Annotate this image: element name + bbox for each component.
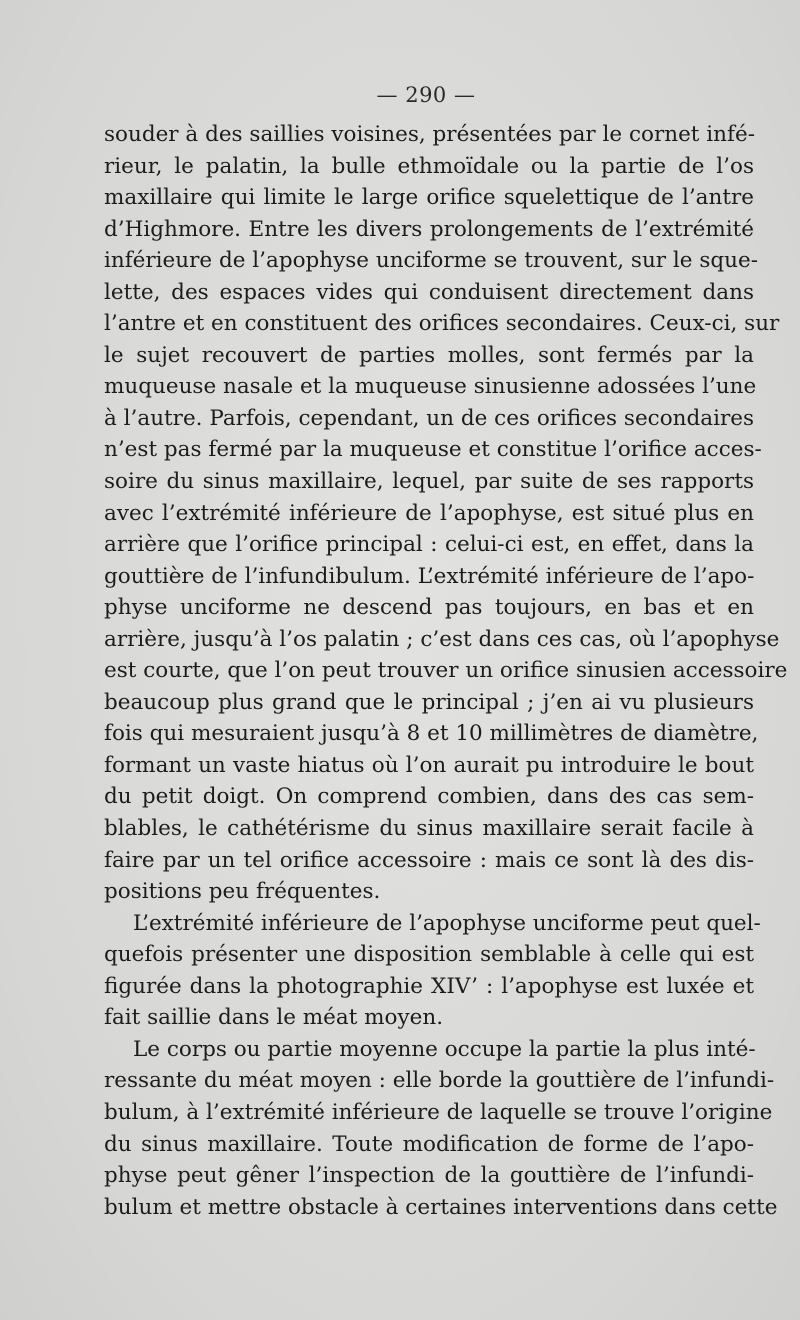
text-line: avec l’extrémité inférieure de l’apophyse, est situé plus en	[104, 500, 754, 526]
text-line: beaucoup plus grand que le principal ; j’en ai vu plusieurs	[104, 689, 754, 715]
text-line: bulum, à l’extrémité inférieure de laquelle se trouve l’origine	[104, 1099, 773, 1125]
paragraph-1	[104, 119, 788, 908]
text-line: n’est pas fermé par la muqueuse et constitue l’orifice acces-	[104, 437, 762, 463]
text-line: bulum et mettre obstacle à certaines interventions dans cette	[104, 1194, 778, 1220]
paragraph-3	[104, 1034, 778, 1223]
text-line: souder à des saillies voisines, présentées par le cornet infé-	[104, 122, 755, 147]
text-line: maxillaire qui limite le large orifice squelettique de l’antre	[104, 185, 754, 211]
text-line: ressante du méat moyen : elle borde la gouttière de l’infundi-	[104, 1068, 775, 1094]
text-line: inférieure de l’apophyse unciforme se trouvent, sur le sque-	[104, 248, 758, 274]
text-line: physe peut gêner l’inspection de la gouttière de l’infundi-	[104, 1163, 754, 1189]
text-line: le sujet recouvert de parties molles, sont fermés par la	[104, 342, 754, 368]
text-line: arrière, jusqu’à l’os palatin ; c’est dans ces cas, où l’apophyse	[104, 626, 780, 652]
text-line: l’antre et en constituent des orifices secondaires. Ceux-ci, sur	[104, 311, 780, 337]
text-line: faire par un tel orifice accessoire : mais ce sont là des dis-	[104, 847, 754, 873]
text-line: est courte, que l’on peut trouver un orifice sinusien accessoire	[104, 658, 788, 684]
text-line: d’Highmore. Entre les divers prolongements de l’extrémité	[104, 216, 754, 242]
text-line: du petit doigt. On comprend combien, dans des cas sem-	[104, 784, 754, 810]
text-line: du sinus maxillaire. Toute modification de forme de l’apo-	[104, 1131, 754, 1157]
text-line: à l’autre. Parfois, cependant, un de ces orifices secondaires	[104, 405, 754, 431]
text-line: formant un vaste hiatus où l’on aurait pu introduire le bout	[104, 752, 754, 778]
text-line: arrière que l’orifice principal : celui-ci est, en effet, dans la	[104, 532, 754, 558]
text-line: quefois présenter une disposition semblable à celle qui est	[104, 942, 754, 968]
text-line: rieur, le palatin, la bulle ethmoïdale ou la partie de l’os	[104, 153, 754, 179]
text-line: gouttière de l’infundibulum. L’extrémité inférieure de l’apo-	[104, 563, 755, 589]
body-text	[104, 119, 788, 1223]
text-line: blables, le cathétérisme du sinus maxillaire serait facile à	[104, 816, 754, 842]
text-line: lette, des espaces vides qui conduisent directement dans	[104, 279, 754, 305]
text-line: L’extrémité inférieure de l’apophyse unciforme peut quel-	[133, 910, 761, 936]
text-line: muqueuse nasale et la muqueuse sinusienne adossées l’une	[104, 374, 757, 400]
text-line: physe unciforme ne descend pas toujours, en bas et en	[104, 595, 754, 621]
page-number: — 290 —	[376, 83, 476, 107]
text-line: fait saillie dans le méat moyen.	[104, 1005, 444, 1031]
text-line: soire du sinus maxillaire, lequel, par suite de ses rapports	[104, 469, 754, 495]
paragraph-2	[104, 908, 761, 1034]
text-line: Le corps ou partie moyenne occupe la partie la plus inté-	[133, 1036, 756, 1062]
text-line: figurée dans la photographie XIV’ : l’apophyse est luxée et	[104, 973, 754, 999]
text-line: fois qui mesuraient jusqu’à 8 et 10 millimètres de diamètre,	[104, 721, 759, 747]
text-line: positions peu fréquentes.	[104, 879, 381, 905]
